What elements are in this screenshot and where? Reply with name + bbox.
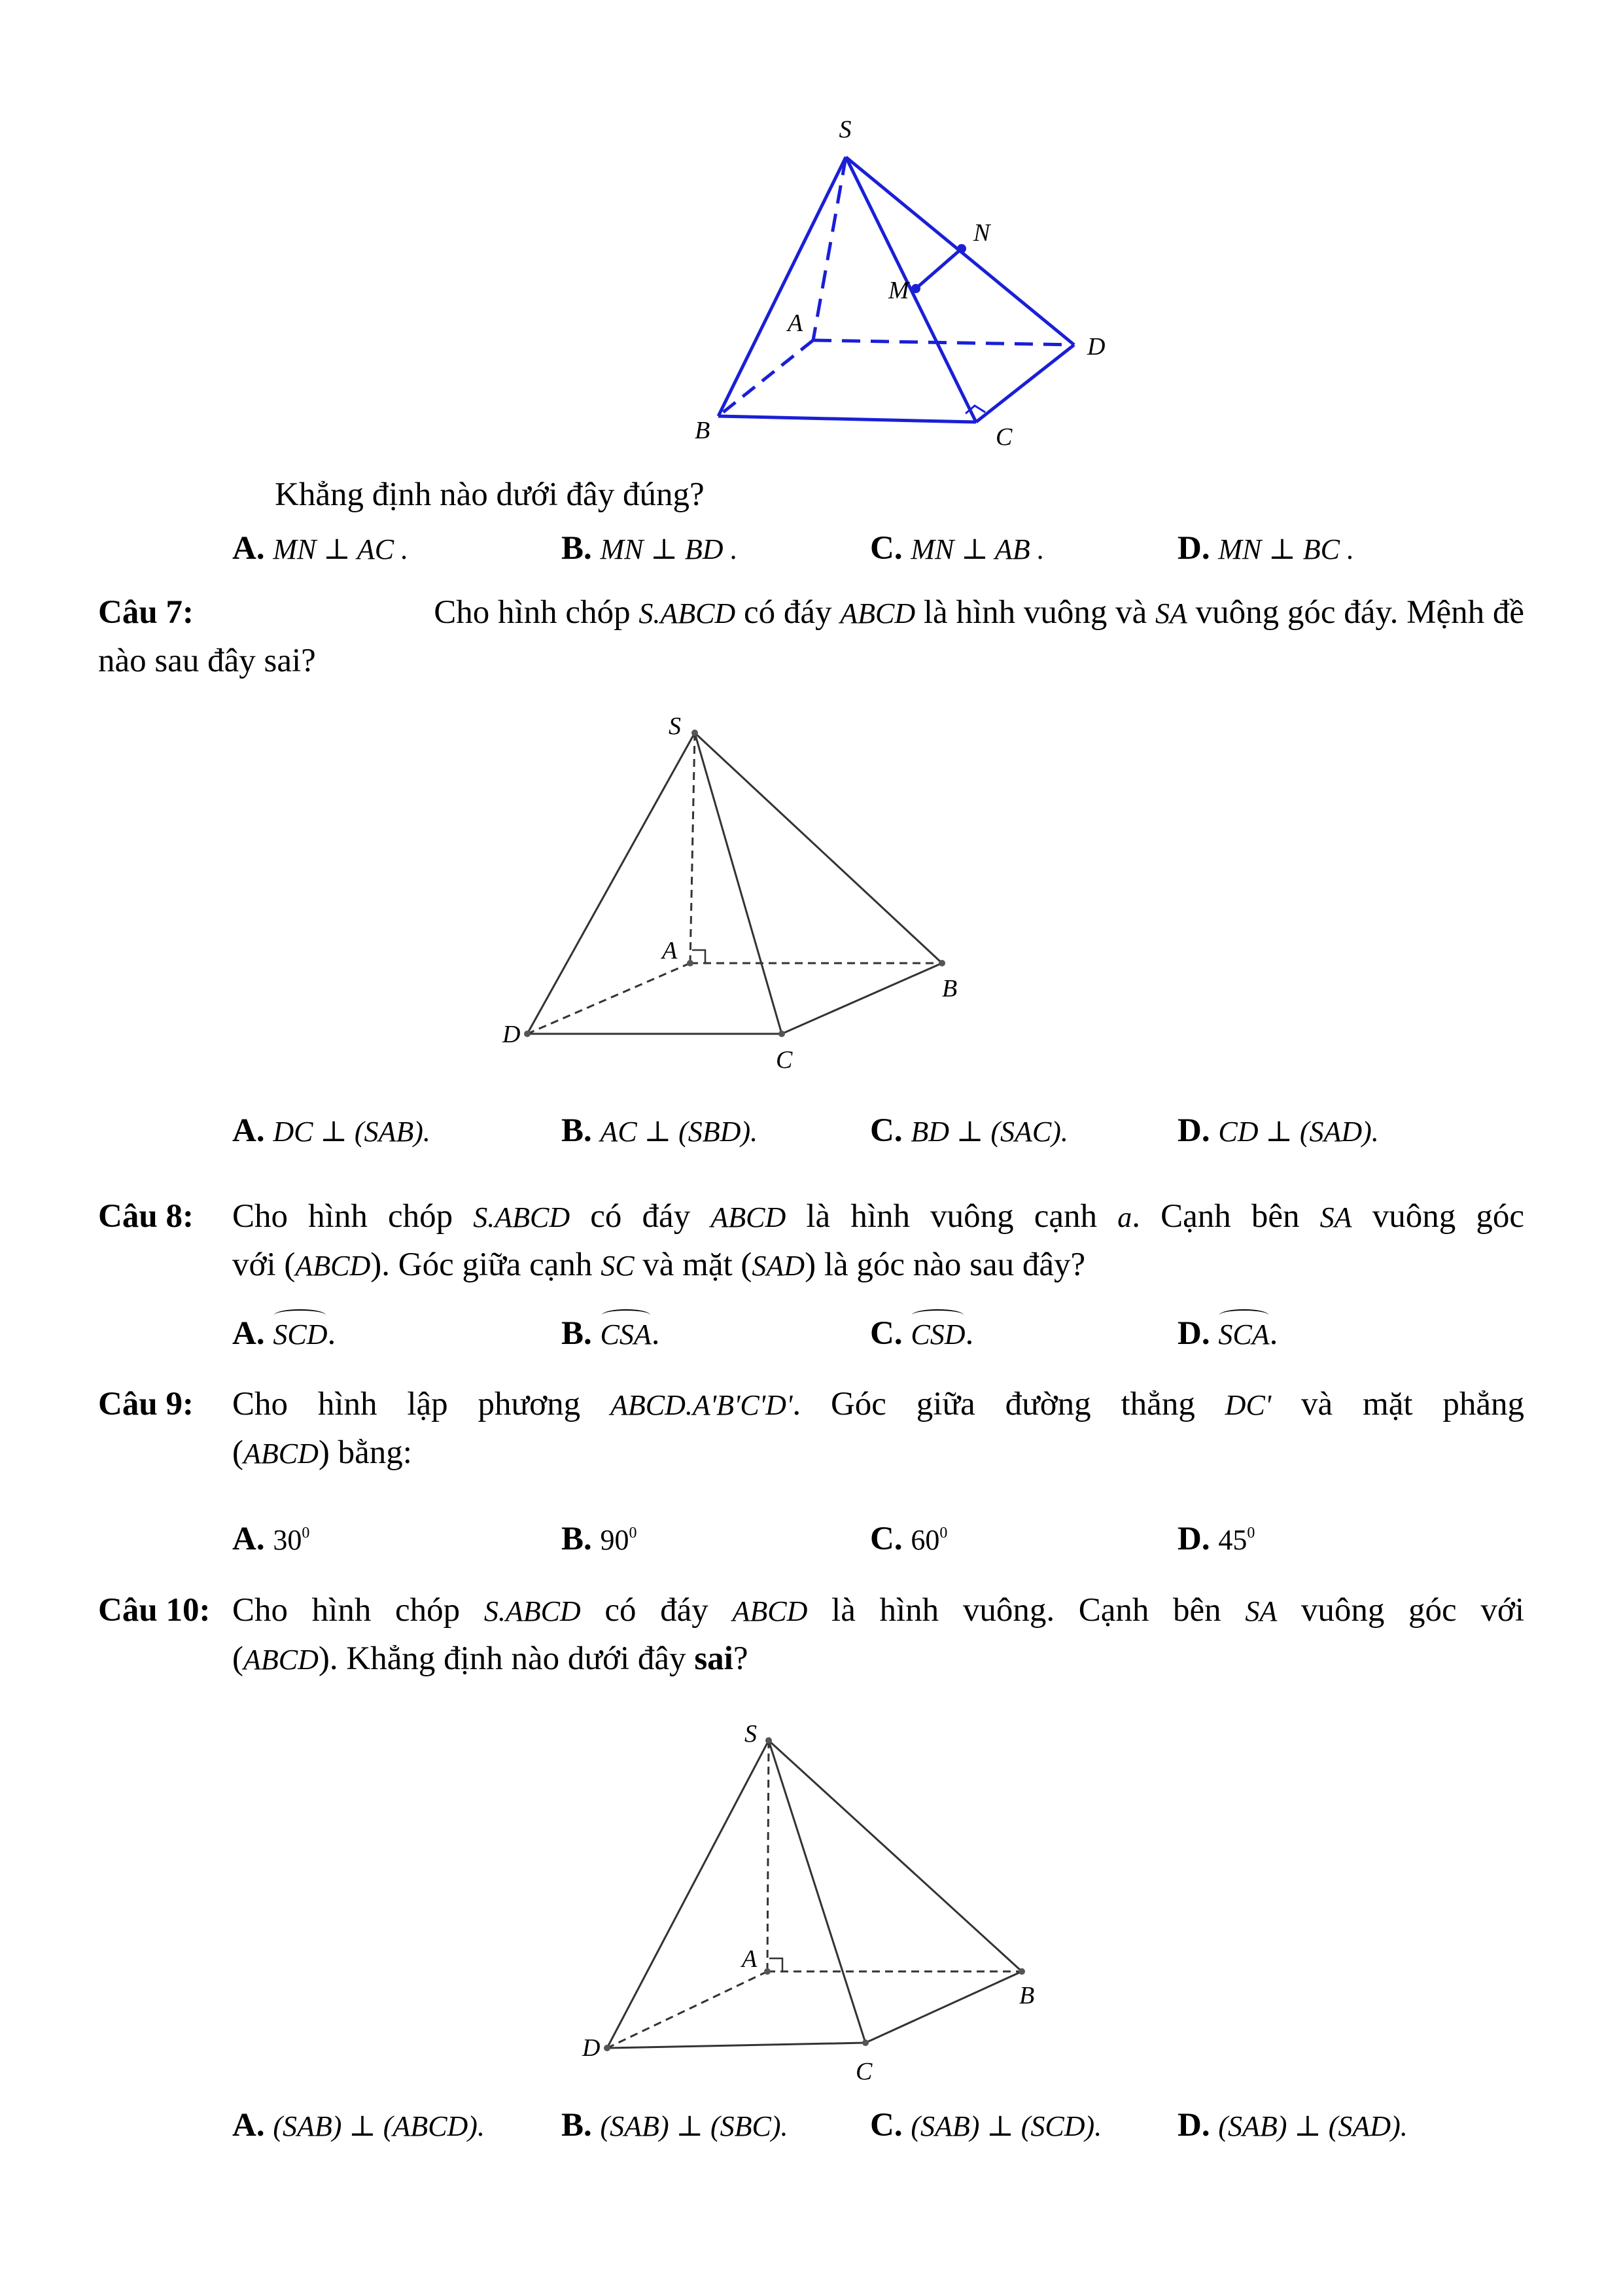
q6-prompt: Khẳng định nào dưới đây đúng? [275, 476, 705, 513]
edge-bc [718, 416, 976, 422]
q9-option-d[interactable]: D. $45^0$ [1178, 1521, 1255, 1557]
label-c: C [856, 2058, 873, 2085]
q10-question [98, 1587, 1524, 1684]
label-s: S [744, 1720, 757, 1748]
label-a: A [742, 1945, 758, 1973]
q7-pyramid-svg [484, 707, 981, 1086]
figure-q10-pyramid [563, 1701, 1060, 2107]
q8-question [98, 1193, 1524, 1290]
edge-sb [695, 733, 942, 963]
label-m: M [888, 277, 909, 304]
edge-dc [607, 2043, 865, 2048]
q10-line1: Câu 10: Cho hình chóp S.ABCD có đáy ABCD là hình vuông. Cạnh bên SA vuông góc với [98, 1592, 1524, 1629]
q9-line2: (ABCD) bằng: [232, 1434, 412, 1471]
label-d: D [502, 1021, 521, 1048]
q7-option-a[interactable]: A. DC ⊥ (SAB). [232, 1112, 430, 1149]
q10-option-a[interactable]: A. (SAB) ⊥ (ABCD). [232, 2107, 485, 2144]
q7-option-b[interactable]: B. AC ⊥ (SBD). [561, 1112, 758, 1149]
edge-ad [527, 963, 690, 1034]
q6-option-a[interactable]: A. MN ⊥ AC . [232, 530, 409, 567]
label-b: B [1019, 1982, 1035, 2009]
q10-option-c[interactable]: C. (SAB) ⊥ (SCD). [870, 2107, 1102, 2144]
q8-option-d[interactable]: D. SCA. [1178, 1312, 1278, 1356]
q7-option-c[interactable]: C. BD ⊥ (SAC). [870, 1112, 1068, 1149]
q10-option-b[interactable]: B. (SAB) ⊥ (SBC). [561, 2107, 788, 2144]
q8-option-a[interactable]: A. SCD. [232, 1312, 336, 1356]
q7-option-d[interactable]: D. CD ⊥ (SAD). [1178, 1112, 1379, 1149]
segment-mn [916, 249, 962, 289]
right-angle-a [692, 950, 705, 963]
edge-sb [718, 157, 846, 416]
q9-option-c[interactable]: C. $60^0$ [870, 1521, 948, 1557]
q10-line2: (ABCD). Khẳng định nào dưới đây sai? [232, 1640, 748, 1677]
label-d: D [582, 2034, 601, 2062]
label-c: C [776, 1046, 793, 1074]
label-b: B [695, 417, 710, 444]
edge-ad [607, 1971, 767, 2048]
q6-option-d[interactable]: D. MN ⊥ BC . [1178, 530, 1354, 567]
q8-line1: Câu 8: Cho hình chóp S.ABCD có đáy ABCD là hình vuông cạnh a. Cạnh bên SA vuông góc [98, 1198, 1524, 1235]
edge-sa [813, 157, 846, 340]
label-b: B [942, 975, 958, 1002]
figure-q7-pyramid [484, 707, 981, 1086]
edge-sa [767, 1740, 769, 1971]
label-n: N [973, 219, 990, 247]
figure-pyramid-mn [680, 105, 1138, 458]
label-d: D [1087, 333, 1106, 361]
edge-ad [813, 340, 1074, 345]
point-m [911, 284, 920, 293]
q6-option-b[interactable]: B. MN ⊥ BD . [561, 530, 738, 567]
q8-option-b[interactable]: B. CSA. [561, 1312, 660, 1356]
q9-option-a[interactable]: A. $30^0$ [232, 1521, 310, 1557]
label-s: S [839, 116, 852, 143]
q7-line2: nào sau đây sai? [98, 643, 316, 679]
label-a: A [662, 937, 678, 964]
q7-question [98, 589, 1524, 684]
q9-option-b[interactable]: B. $90^0$ [561, 1521, 637, 1557]
q10-pyramid-svg [563, 1701, 1060, 2107]
q7-line1: Câu 7: Cho hình chóp S.ABCD có đáy ABCD là hình vuông và SA vuông góc đáy. Mệnh đề [98, 594, 1524, 631]
q9-line1: Câu 9: Cho hình lập phương ABCD.A'B'C'D'. Góc giữa đường thẳng DC' và mặt phẳng [98, 1386, 1524, 1422]
edge-ab [718, 340, 813, 416]
edge-cb [865, 1971, 1022, 2043]
edge-cd [976, 345, 1074, 422]
edge-sc [695, 733, 782, 1034]
q6-option-c[interactable]: C. MN ⊥ AB . [870, 530, 1045, 567]
label-a: A [788, 309, 803, 337]
edge-cb [782, 963, 942, 1034]
q8-option-c[interactable]: C. CSD. [870, 1312, 973, 1356]
right-angle-a [769, 1958, 782, 1971]
edge-sd [527, 733, 695, 1034]
q9-question [98, 1381, 1524, 1477]
pyramid-mn-svg [680, 105, 1138, 458]
label-c: C [996, 423, 1013, 451]
q10-option-d[interactable]: D. (SAB) ⊥ (SAD). [1178, 2107, 1408, 2144]
edge-sa [690, 733, 695, 963]
q8-line2: với (ABCD). Góc giữa cạnh SC và mặt (SAD) là góc nào sau đây? [232, 1246, 1086, 1283]
point-n [957, 244, 966, 253]
edge-sd [607, 1740, 769, 2048]
label-s: S [669, 713, 681, 740]
edge-sc [846, 157, 976, 422]
